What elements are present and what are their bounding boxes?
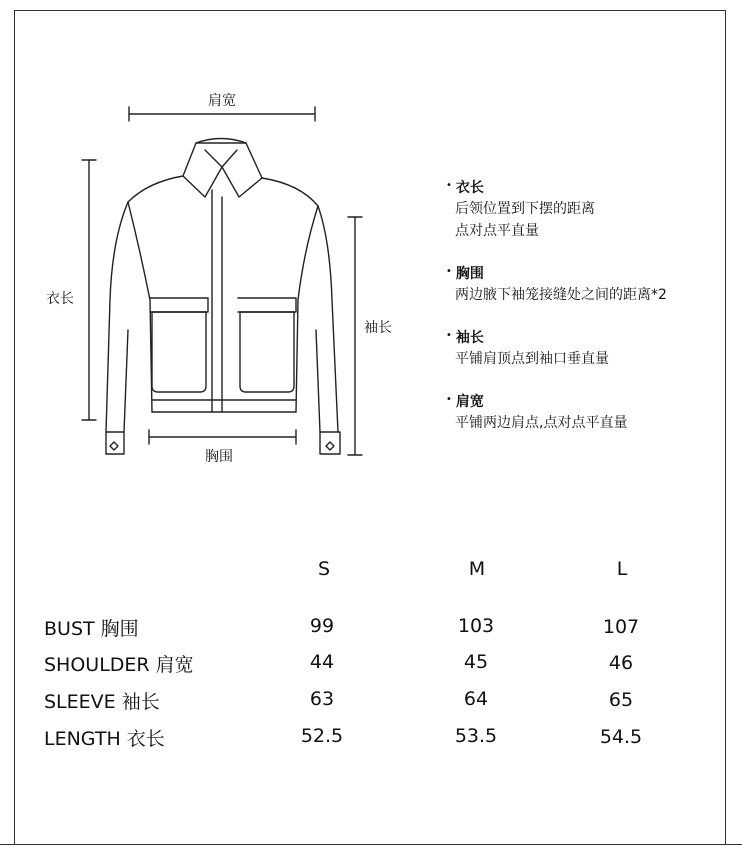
bust-measure-line <box>149 430 296 444</box>
note-title: 胸围 <box>455 266 484 282</box>
note-length <box>446 176 726 242</box>
table-cell: 54.5 <box>599 726 643 748</box>
jacket-outline <box>106 139 340 455</box>
note-sleeve <box>446 326 726 370</box>
sleeve-label: 袖长 <box>364 320 392 336</box>
table-cell: 65 <box>608 689 634 711</box>
note-line: 平铺肩顶点到袖口垂直量 <box>455 351 609 367</box>
note-title: 衣长 <box>455 180 484 196</box>
bullet-dot: • <box>446 394 452 405</box>
note-line: 点对点平直量 <box>455 223 539 239</box>
row-label-shoulder: SHOULDER 肩宽 <box>44 654 194 676</box>
row-label-length: LENGTH 衣长 <box>44 728 165 750</box>
length-measure-line <box>82 160 96 420</box>
table-cell: 107 <box>602 616 640 638</box>
size-header-l: L <box>616 558 628 580</box>
table-cell: 45 <box>463 651 489 673</box>
note-title: 袖长 <box>455 330 484 346</box>
bullet-dot: • <box>446 180 452 191</box>
table-cell: 99 <box>309 615 335 637</box>
table-cell: 103 <box>457 615 495 637</box>
size-header-m: M <box>468 558 486 580</box>
bullet-dot: • <box>446 266 452 277</box>
note-line: 平铺两边肩点,点对点平直量 <box>455 415 628 431</box>
row-label-bust: BUST 胸围 <box>44 618 139 640</box>
table-cell: 46 <box>608 652 634 674</box>
table-cell: 44 <box>309 651 335 673</box>
note-bust <box>446 262 726 306</box>
note-shoulder <box>446 390 726 434</box>
measurement-notes <box>446 176 726 454</box>
length-label: 衣长 <box>46 291 74 307</box>
table-cell: 63 <box>309 688 335 710</box>
note-line: 两边腋下袖笼接缝处之间的距离*2 <box>455 287 667 303</box>
table-cell: 53.5 <box>454 725 498 747</box>
size-header-s: S <box>317 558 331 580</box>
row-label-sleeve: SLEEVE 袖长 <box>44 691 160 713</box>
shoulder-label: 肩宽 <box>208 93 236 109</box>
note-line: 后领位置到下摆的距离 <box>455 201 595 217</box>
table-cell: 64 <box>463 688 489 710</box>
note-title: 肩宽 <box>455 394 484 410</box>
bust-label: 胸围 <box>205 449 233 465</box>
sleeve-measure-line <box>348 217 362 455</box>
table-cell: 52.5 <box>300 725 344 747</box>
bullet-dot: • <box>446 330 452 341</box>
